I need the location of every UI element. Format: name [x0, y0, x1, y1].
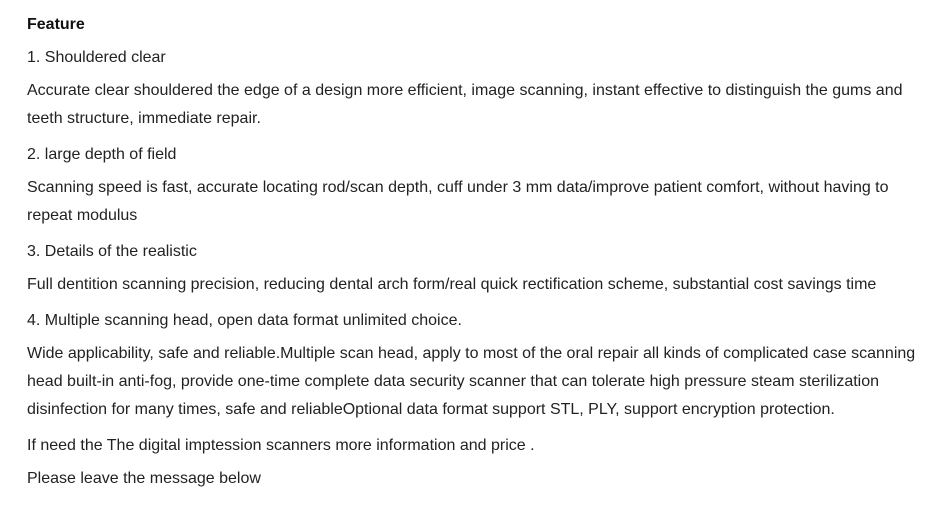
closing-info-text: If need the The digital imptession scanners more information and price . — [27, 437, 535, 454]
feature-item-4-body: Wide applicability, safe and reliable.Multiple scan head, apply to most of the oral repair all kinds of complicated case scanning head built-in anti-fog, provide one-time complete data security scanner that can tolerate high pressure steam sterilization disinfection for many times, safe and reliableOptional data format support STL, PLY, support encryption protection. — [27, 345, 916, 418]
feature-item-2-title: 2. large depth of field — [27, 146, 177, 163]
feature-item-2-body: Scanning speed is fast, accurate locating rod/scan depth, cuff under 3 mm data/improve patient comfort, without having to repeat modulus — [27, 179, 889, 224]
feature-item-4-title: 4. Multiple scanning head, open data format unlimited choice. — [27, 312, 462, 329]
feature-item-3-title: 3. Details of the realistic — [27, 243, 197, 260]
feature-item-1-body: Accurate clear shouldered the edge of a design more efficient, image scanning, instant effective to distinguish the gums and teeth structure, immediate repair. — [27, 82, 903, 127]
feature-heading: Feature — [27, 16, 85, 33]
feature-item-1-title: 1. Shouldered clear — [27, 49, 166, 66]
feature-item-3-body: Full dentition scanning precision, reducing dental arch form/real quick rectification scheme, substantial cost savings time — [27, 276, 877, 293]
closing-message-text: Please leave the message below — [27, 470, 261, 487]
